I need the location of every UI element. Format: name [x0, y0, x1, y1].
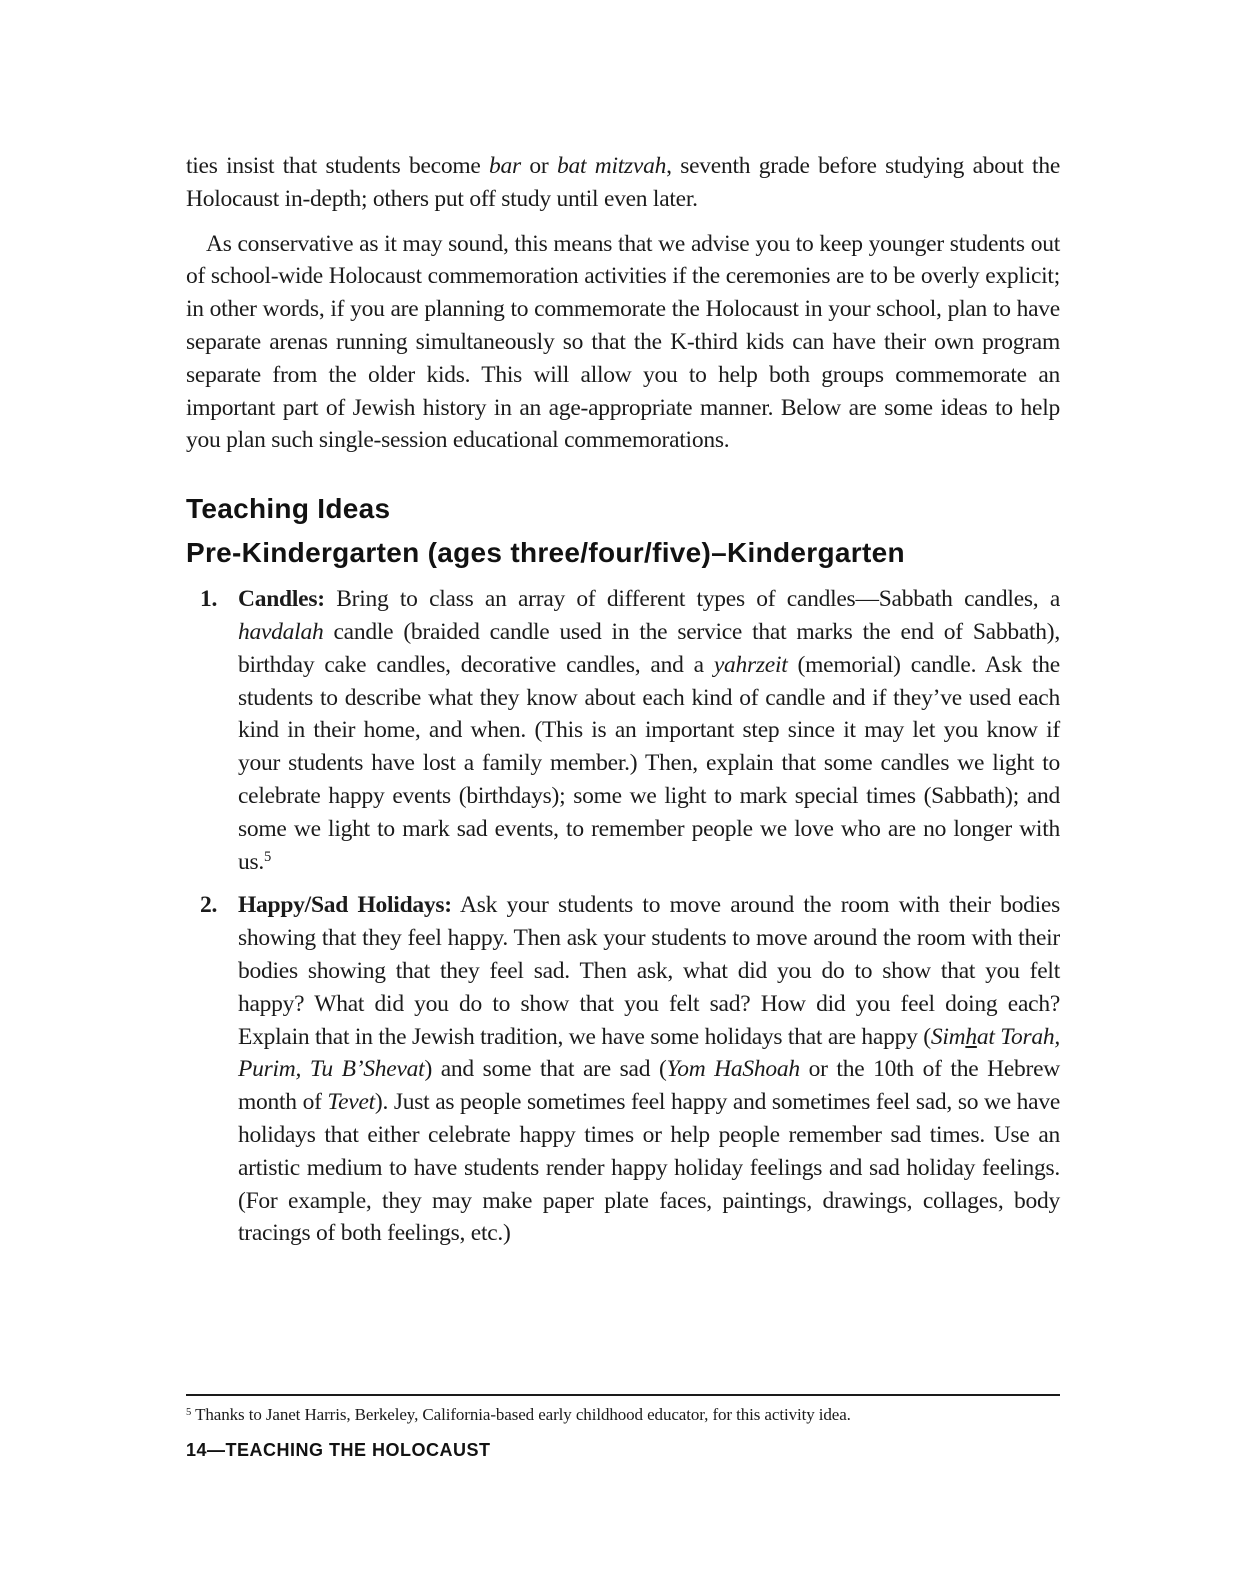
section-subheading: Pre-Kindergarten (ages three/four/five)–Kindergarten [186, 537, 905, 569]
list-item-number: 1. [200, 586, 218, 613]
section-heading-block [186, 487, 1060, 575]
body-paragraph-advice: As conservative as it may sound, this means that we advise you to keep younger students out of school-wide Holocaust commemoration activities if the ceremonies are to be overly explicit; in other words, if you are planning to commemorate the Holocaust in your school, plan to have separate arenas running simultaneously so that the K-third kids can have their own program separate from the older kids. This will allow you to help both groups commemorate an important part of Jewish history in an age-appropriate manner. Below are some ideas to help you plan such single-session educational commemorations. [186, 230, 1060, 454]
footnote [186, 1404, 1060, 1428]
footnote-rule [186, 1394, 1060, 1396]
teaching-ideas-list [186, 583, 1060, 1250]
footnote-text: Thanks to Janet Harris, Berkeley, California-based early childhood educator, for this activity idea. [191, 1405, 851, 1424]
list-item-text: Candles: Bring to class an array of different types of candles—Sabbath candles, a havdalah candle (braided candle used in the service that marks the end of Sabbath), birthday cake candles, decorative candles, and a yahrzeit (memorial) candle. Ask the students to describe what they know about each kind of candle and if they’ve used each kind in their home, and when. (This is an important step since it may let you know if your students have lost a family member.) Then, explain that some candles we light to celebrate happy events (birthdays); some we light to mark special times (Sabbath); and some we light to mark sad events, to remember people we love who are no longer with us.$^5$ [238, 586, 1060, 875]
footnote-marker: 5 [186, 1406, 192, 1418]
list-item-happy-sad-holidays [186, 889, 1060, 1250]
section-heading: Teaching Ideas [186, 493, 391, 525]
list-item-text: Happy/Sad Holidays: Ask your students to move around the room with their bodies showing that they feel happy. Then ask your students to move around the room with their bodies showing that they feel sad. Then ask, what did you do to show that you felt happy? What did you do to show that you felt sad? How did you feel doing each? Explain that in the Jewish tradition, we have some holidays that are happy (Simhat Torah, Purim, Tu B’Shevat) and some that are sad (Yom HaShoah or the 10th of the Hebrew month of Tevet). Just as people sometimes feel happy and sometimes feel sad, so we have holidays that either celebrate happy times or help people remember sad times. Use an artistic medium to have students render happy holiday feelings and sad holiday feelings. (For example, they may make paper plate faces, paintings, drawings, collages, body tracings of both feelings, etc.) [238, 892, 1061, 1247]
page-column [186, 150, 1060, 1258]
page-footer: 14—TEACHING THE HOLOCAUST [186, 1440, 491, 1460]
list-item-number: 2. [200, 892, 218, 919]
body-paragraph-continuation: ties insist that students become bar or bat mitzvah, seventh grade before studying about the Holocaust in-depth; others put off study until even later. [186, 153, 1060, 212]
list-item-candles [186, 583, 1060, 881]
